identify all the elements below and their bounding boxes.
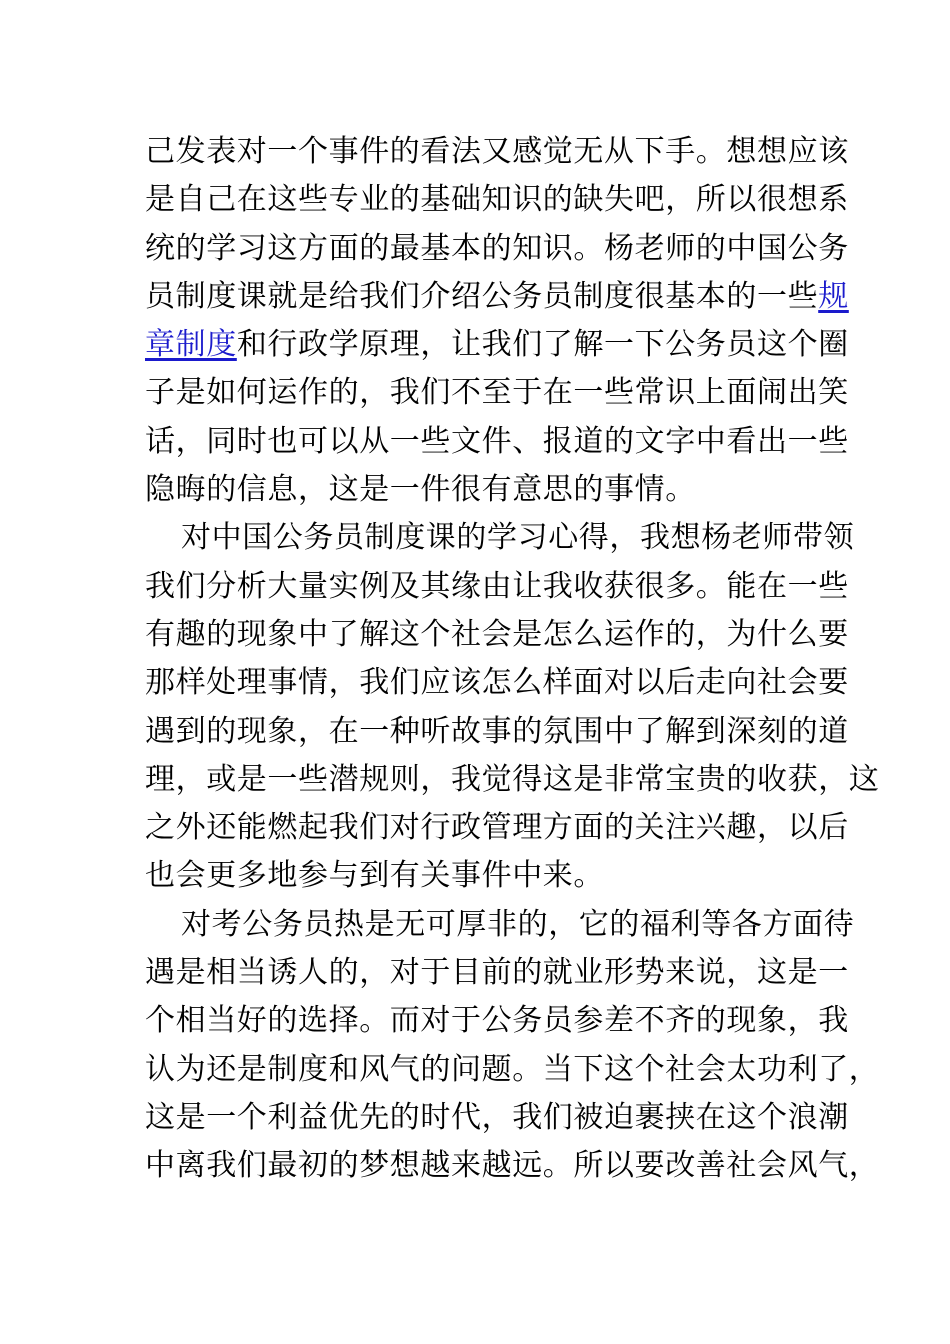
text-segment: 和行政学原理，让我们了解一下公务员这个圈	[236, 327, 849, 363]
text-line: 子是如何运作的，我们不至于在一些常识上面闹出笑	[145, 375, 849, 411]
text-line: 是自己在这些专业的基础知识的缺失吧，所以很想系	[145, 182, 849, 218]
paragraph-3	[145, 901, 880, 1191]
regulations-link-part-2[interactable]: 章制度	[145, 327, 237, 363]
text-line: 隐晦的信息，这是一件很有意思的事情。	[145, 472, 696, 508]
text-line: 也会更多地参与到有关事件中来。	[145, 858, 604, 894]
text-line	[145, 273, 849, 321]
text-line: 有趣的现象中了解这个社会是怎么运作的，为什么要	[145, 616, 849, 652]
paragraph-1	[145, 128, 849, 514]
text-line: 这是一个利益优先的时代，我们被迫裹挟在这个浪潮	[145, 1099, 849, 1135]
text-line: 话，同时也可以从一些文件、报道的文字中看出一些	[145, 423, 849, 459]
text-line: 那样处理事情，我们应该怎么样面对以后走向社会要	[145, 665, 849, 701]
text-line: 对考公务员热是无可厚非的，它的福利等各方面待	[181, 906, 855, 942]
text-line: 中离我们最初的梦想越来越远。所以要改善社会风气，	[145, 1148, 880, 1184]
text-segment: 员制度课就是给我们介绍公务员制度很基本的一些	[145, 278, 819, 314]
text-line: 己发表对一个事件的看法又感觉无从下手。想想应该	[145, 134, 849, 169]
text-line	[145, 321, 849, 369]
regulations-link-part-1[interactable]: 规	[818, 278, 849, 314]
text-line: 个相当好的选择。而对于公务员参差不齐的现象，我	[145, 1003, 849, 1039]
text-line: 遇到的现象，在一种听故事的氛围中了解到深刻的道	[145, 713, 849, 749]
text-line: 认为还是制度和风气的问题。当下这个社会太功利了，	[145, 1051, 880, 1087]
text-line: 我们分析大量实例及其缘由让我收获很多。能在一些	[145, 568, 849, 604]
document-body	[145, 128, 880, 1191]
text-line: 统的学习这方面的最基本的知识。杨老师的中国公务	[145, 230, 849, 266]
paragraph-2	[145, 514, 880, 900]
text-line: 之外还能燃起我们对行政管理方面的关注兴趣，以后	[145, 810, 849, 846]
text-line: 遇是相当诱人的，对于目前的就业形势来说，这是一	[145, 955, 849, 991]
text-line: 对中国公务员制度课的学习心得，我想杨老师带领	[181, 520, 855, 556]
text-line: 理，或是一些潜规则，我觉得这是非常宝贵的收获，这	[145, 761, 880, 797]
